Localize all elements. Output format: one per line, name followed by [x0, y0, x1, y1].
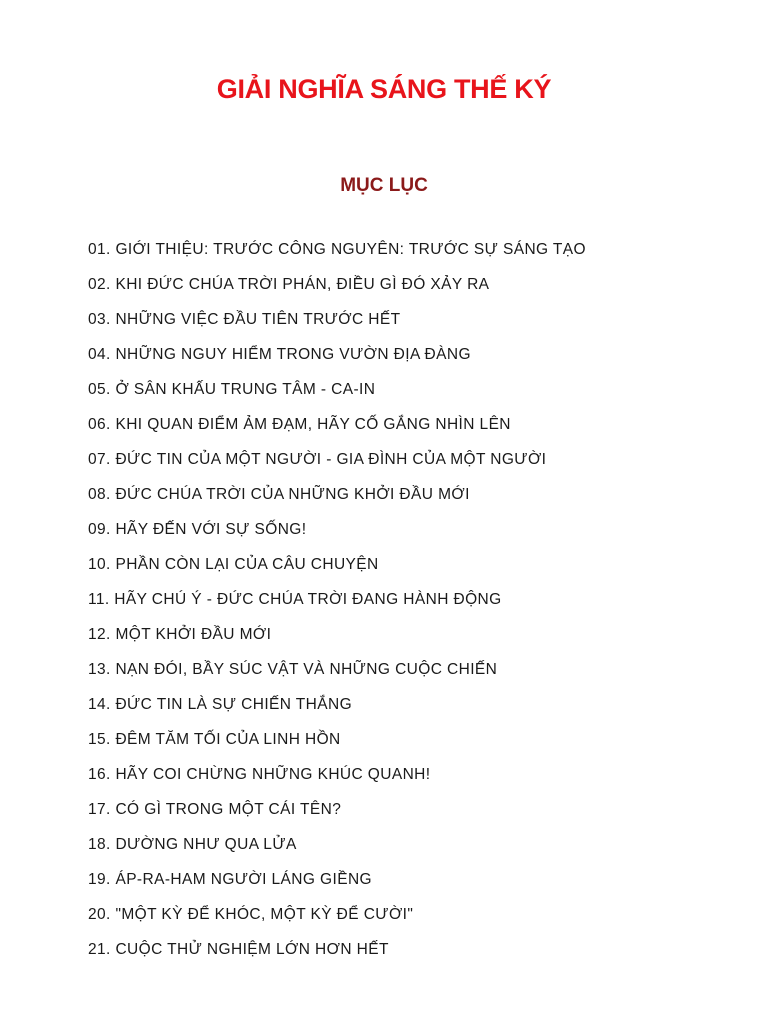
- toc-item: 04. NHỮNG NGUY HIỂM TRONG VƯỜN ĐỊA ĐÀNG: [88, 346, 471, 363]
- toc-item: 13. NẠN ĐÓI, BẦY SÚC VẬT VÀ NHỮNG CUỘC CHIẾN: [88, 661, 498, 678]
- toc-item: 08. ĐỨC CHÚA TRỜI CỦA NHỮNG KHỞI ĐẦU MỚI: [88, 486, 470, 503]
- toc-item: 02. KHI ĐỨC CHÚA TRỜI PHÁN, ĐIỀU GÌ ĐÓ XẢY RA: [88, 276, 490, 293]
- toc-item: 21. CUỘC THỬ NGHIỆM LỚN HƠN HẾT: [88, 941, 389, 958]
- toc-item: 15. ĐÊM TĂM TỐI CỦA LINH HỒN: [88, 731, 341, 748]
- table-of-contents: [88, 236, 586, 971]
- toc-item: 12. MỘT KHỞI ĐẦU MỚI: [88, 626, 272, 643]
- toc-item: 18. DƯỜNG NHƯ QUA LỬA: [88, 836, 297, 853]
- toc-item: 06. KHI QUAN ĐIỂM ẢM ĐẠM, HÃY CỐ GẮNG NHÌN LÊN: [88, 416, 511, 433]
- toc-item: 20. "MỘT KỲ ĐỂ KHÓC, MỘT KỲ ĐỂ CƯỜI": [88, 906, 414, 923]
- document-title: GIẢI NGHĨA SÁNG THẾ KÝ: [216, 74, 552, 104]
- toc-item: 14. ĐỨC TIN LÀ SỰ CHIẾN THẮNG: [88, 696, 353, 713]
- toc-item: 17. CÓ GÌ TRONG MỘT CÁI TÊN?: [88, 801, 342, 818]
- toc-item: 03. NHỮNG VIỆC ĐẦU TIÊN TRƯỚC HẾT: [88, 311, 401, 328]
- table-of-contents-heading: MỤC LỤC: [340, 175, 428, 196]
- toc-item: 05. Ở SÂN KHẤU TRUNG TÂM - CA-IN: [88, 381, 376, 398]
- toc-item: 11. HÃY CHÚ Ý - ĐỨC CHÚA TRỜI ĐANG HÀNH ĐỘNG: [88, 591, 502, 608]
- toc-item: 16. HÃY COI CHỪNG NHỮNG KHÚC QUANH!: [88, 766, 431, 783]
- toc-item: 19. ÁP-RA-HAM NGƯỜI LÁNG GIỀNG: [88, 871, 372, 888]
- toc-item: 01. GIỚI THIỆU: TRƯỚC CÔNG NGUYÊN: TRƯỚC SỰ SÁNG TẠO: [88, 241, 586, 258]
- toc-item: 09. HÃY ĐẾN VỚI SỰ SỐNG!: [88, 521, 307, 538]
- toc-item: 07. ĐỨC TIN CỦA MỘT NGƯỜI - GIA ĐÌNH CỦA MỘT NGƯỜI: [88, 451, 547, 468]
- toc-item: 10. PHẦN CÒN LẠI CỦA CÂU CHUYỆN: [88, 556, 379, 573]
